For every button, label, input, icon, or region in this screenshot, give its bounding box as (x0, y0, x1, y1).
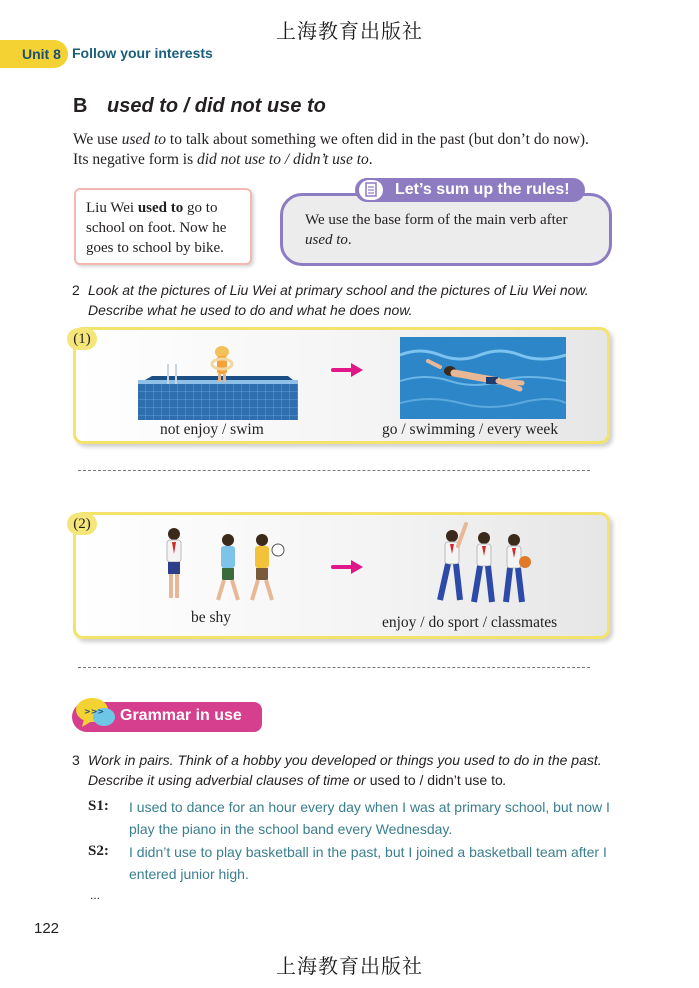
example-box: Liu Wei used to go to school on foot. Now he goes to school by bike. (74, 188, 252, 265)
arrow-right-icon-2 (331, 558, 365, 576)
speaker-s1: S1: (88, 798, 109, 814)
speech-s2: I didn’t use to play basketball in the past, but I joined a basketball team after I entered junior high. (129, 844, 607, 882)
unit-title: Follow your interests (72, 45, 213, 61)
speech-s1: I used to dance for an hour every day when I was at primary school, but now I play the piano in the school band every Wednesday. (129, 799, 610, 837)
unit-label: Unit 8 (0, 40, 68, 68)
notepad-icon (359, 180, 383, 200)
exercise-2-text: Look at the pictures of Liu Wei at primary school and the pictures of Liu Wei now. Describe what he used to do and what he does now. (88, 282, 589, 318)
answer-line-2[interactable] (78, 667, 590, 668)
section-letter: B (73, 95, 88, 117)
shy-boy-illustration (158, 524, 288, 608)
intro-line-2: Its negative form is did not use to / didn’t use to. (73, 151, 373, 168)
swimming-boy-illustration (400, 337, 566, 419)
intro-line-1: We use used to to talk about something we often did in the past (but don’t do now). (73, 131, 589, 148)
grammar-in-use-label: Grammar in use (120, 707, 242, 724)
sporty-boys-illustration (432, 518, 532, 610)
answer-line-1[interactable] (78, 470, 590, 471)
page-number: 122 (34, 920, 60, 937)
rules-title: Let’s sum up the rules! (355, 178, 585, 202)
arrow-right-icon (331, 361, 365, 379)
bubble-text: >>> (84, 707, 105, 716)
exercise-3-number: 3 (72, 752, 80, 768)
exercise-3-instruction: 3 Work in pairs. Think of a hobby you developed or things you used to do in the past. Describe it using adverbial clauses of time or used to / didn’t use to. (72, 752, 602, 788)
publisher-footer: 上海教育出版社 (276, 954, 423, 978)
caption-2-right: enjoy / do sport / classmates (382, 614, 558, 631)
exercise-2-number: 2 (72, 282, 80, 298)
swimming-pool-illustration (138, 336, 298, 420)
caption-1-right: go / swimming / every week (382, 421, 559, 438)
ellipsis: ... (90, 888, 101, 902)
publisher-header: 上海教育出版社 (276, 19, 423, 43)
speaker-s2: S2: (88, 843, 109, 859)
intro-paragraph (73, 130, 643, 170)
caption-2-left: be shy (191, 609, 232, 626)
caption-1-left: not enjoy / swim (160, 421, 264, 438)
rules-box: We use the base form of the main verb after used to. (280, 193, 612, 266)
picture-number-2: (2) (67, 513, 97, 535)
picture-number-1: (1) (67, 328, 97, 350)
section-title: used to / did not use to (107, 95, 326, 117)
speech-bubble-icon (74, 695, 120, 731)
exercise-2-instruction (72, 280, 632, 320)
